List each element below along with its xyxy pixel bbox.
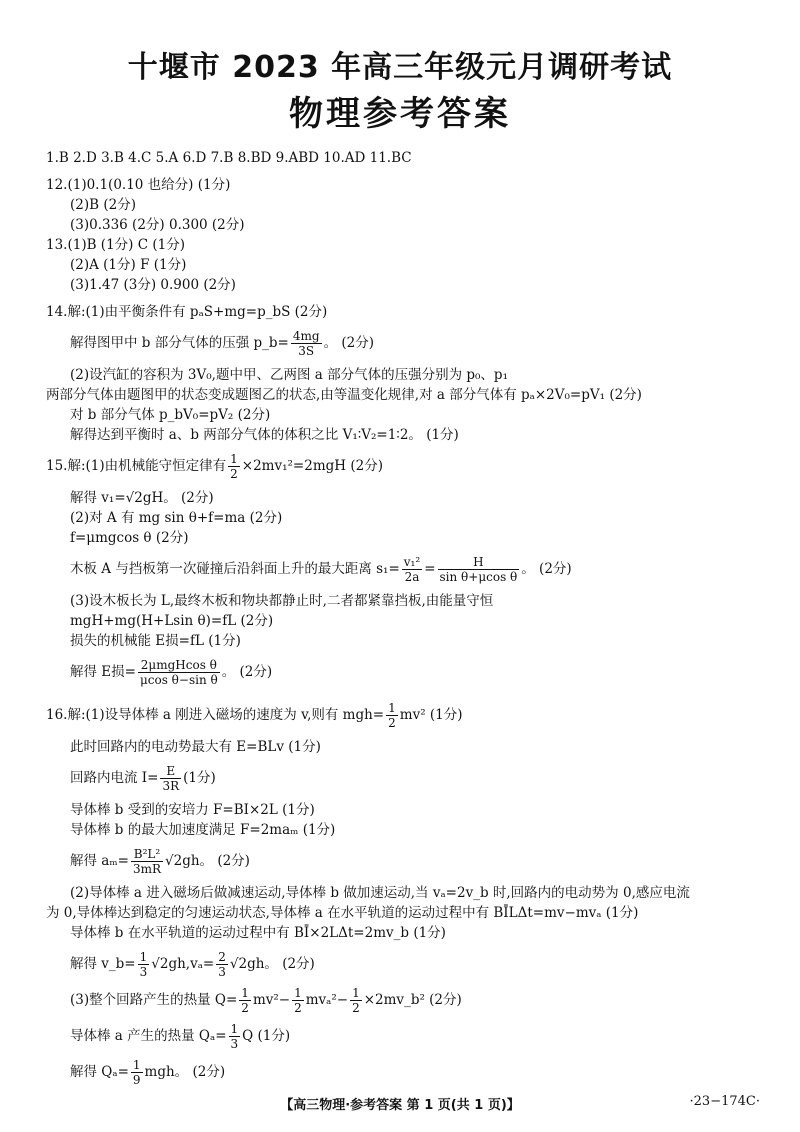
q15-line3: (2)对 A 有 mg sin θ+f=ma (2分) xyxy=(70,510,283,526)
q15-line1: 15.解:(1)由机械能守恒定律有 $\frac{1}{2}$ ×2mv₁²=2mgH (2分) xyxy=(46,452,383,481)
fraction: $\frac{1}{2}$ xyxy=(230,452,238,481)
footer-code: ·23−174C· xyxy=(689,1094,760,1109)
q13-part3: (3)1.47 (3分) 0.900 (2分) xyxy=(70,277,236,293)
fraction: $\frac{\text{v₁²}}{2a}$ xyxy=(403,555,421,584)
q14-line2: 解得图甲中 b 部分气体的压强 p_b= $\frac{4mg}{3S}$ 。 (2分) xyxy=(70,329,374,358)
q14-line5: 对 b 部分气体 p_bV₀=pV₂ (2分) xyxy=(70,407,271,423)
q15-line4: f=μmgcos θ (2分) xyxy=(70,530,189,546)
q15-line2: 解得 v₁=√2gH。 (2分) xyxy=(70,490,214,506)
q14-line3: (2)设汽缸的容积为 3V₀,题中甲、乙两图 a 部分气体的压强分别为 p₀、p₁ xyxy=(70,367,508,383)
q13-part2: (2)A (1分) F (1分) xyxy=(70,257,187,273)
fraction: $\frac{\text{2μmgHcos θ}}{\text{μcos θ−sin θ}}$ xyxy=(139,658,218,687)
fraction: $\frac{H}{\text{sin θ+μcos θ}}$ xyxy=(439,555,518,584)
fraction: $\frac{1}{3}$ xyxy=(139,950,148,979)
q15-line6: (3)设木板长为 L,最终木板和物块都静止时,二者都紧靠挡板,由能量守恒 xyxy=(70,593,494,609)
q16-line2: 此时回路内的电动势最大有 E=BLv (1分) xyxy=(70,739,321,755)
q12-part1: 12.(1)0.1(0.10 也给分) (1分) xyxy=(46,177,231,193)
q16-line3: 回路内电流 I= $\frac{E}{3R}$ (1分) xyxy=(70,764,216,793)
q16-line9: 导体棒 b 在水平轨道的运动过程中有 BĪ×2LΔt=2mv_b (1分) xyxy=(70,925,446,941)
q15-line7: mgH+mg(H+Lsin θ)=fL (2分) xyxy=(70,613,274,629)
q16-line13: 解得 Qₐ= $\frac{1}{9}$ mgh。 (2分) xyxy=(70,1058,226,1087)
choice-answers: 1.B 2.D 3.B 4.C 5.A 6.D 7.B 8.BD 9.ABD 10.AD 11.BC xyxy=(46,150,412,166)
q14-line4: 两部分气体由题图甲的状态变成题图乙的状态,由等温变化规律,对 a 部分气体有 pₐ×2V₀=pV₁ (2分) xyxy=(46,387,642,403)
answer-body xyxy=(46,148,776,1087)
q15-line9: 解得 E损= $\frac{\text{2μmgHcos θ}}{\text{μcos θ−sin θ}}$ 。 (2分) xyxy=(70,658,273,687)
q14-line6: 解得达到平衡时 a、b 两部分气体的体积之比 V₁∶V₂=1∶2。 (1分) xyxy=(70,427,459,443)
q16-line5: 导体棒 b 的最大加速度满足 F=2maₘ (1分) xyxy=(70,822,336,838)
q16-line10: 解得 v_b= $\frac{1}{3}$ √2gh,vₐ= $\frac{2}{3}$ √2gh。 (2分) xyxy=(70,950,315,979)
q12-part3: (3)0.336 (2分) 0.300 (2分) xyxy=(70,217,245,233)
fraction: $\frac{\text{B²L²}}{3mR}$ xyxy=(132,847,161,876)
fraction: $\frac{4mg}{3S}$ xyxy=(292,329,320,358)
q16-line11: (3)整个回路产生的热量 Q= $\frac{1}{2}$ mv²− $\frac{1}{2}$ mvₐ²− $\frac{1}{2}$ ×2mv_b² (2分) xyxy=(70,986,462,1015)
fraction: $\frac{1}{3}$ xyxy=(230,1022,239,1051)
fraction: $\frac{1}{2}$ xyxy=(294,986,302,1015)
fraction: $\frac{2}{3}$ xyxy=(218,950,226,979)
fraction: $\frac{1}{2}$ xyxy=(352,986,360,1015)
page-subtitle: 物理参考答案 xyxy=(289,94,511,134)
q16-line8: 为 0,导体棒达到稳定的匀速运动状态,导体棒 a 在水平轨道的运动过程中有 BĪLΔt=mv−mvₐ (1分) xyxy=(46,905,639,921)
q14-line1: 14.解:(1)由平衡条件有 pₐS+mg=p_bS (2分) xyxy=(46,304,328,320)
q15-line5: 木板 A 与挡板第一次碰撞后沿斜面上升的最大距离 s₁= $\frac{\text{v₁²}}{2a}$ = $\frac{H}{\text{sin θ+μcos θ}}$ 。 (2分) xyxy=(70,555,572,584)
q16-line12: 导体棒 a 产生的热量 Qₐ= $\frac{1}{3}$ Q (1分) xyxy=(70,1022,291,1051)
q15-line8: 损失的机械能 E损=fL (1分) xyxy=(70,633,241,649)
q16-line4: 导体棒 b 受到的安培力 F=BI×2L (1分) xyxy=(70,802,315,818)
fraction: $\frac{1}{2}$ xyxy=(388,701,396,730)
q12-part2: (2)B (2分) xyxy=(70,197,136,213)
fraction: $\frac{1}{2}$ xyxy=(241,986,249,1015)
fraction: $\frac{E}{3R}$ xyxy=(162,764,180,793)
q16-line6: 解得 aₘ= $\frac{\text{B²L²}}{3mR}$ √2gh。 (2分) xyxy=(70,847,250,876)
q16-line7: (2)导体棒 a 进入磁场后做减速运动,导体棒 b 做加速运动,当 vₐ=2v_b 时,回路内的电动势为 0,感应电流 xyxy=(70,885,690,901)
footer-page-info: 【高三物理·参考答案 第 1 页(共 1 页)】 xyxy=(280,1098,520,1113)
q13-part1: 13.(1)B (1分) C (1分) xyxy=(46,237,185,253)
q16-line1: 16.解:(1)设导体棒 a 刚进入磁场的速度为 v,则有 mgh= $\frac{1}{2}$ mv² (1分) xyxy=(46,701,463,730)
fraction: $\frac{1}{9}$ xyxy=(132,1058,141,1087)
page-title: 十堰市 2023 年高三年级元月调研考试 xyxy=(127,50,673,85)
